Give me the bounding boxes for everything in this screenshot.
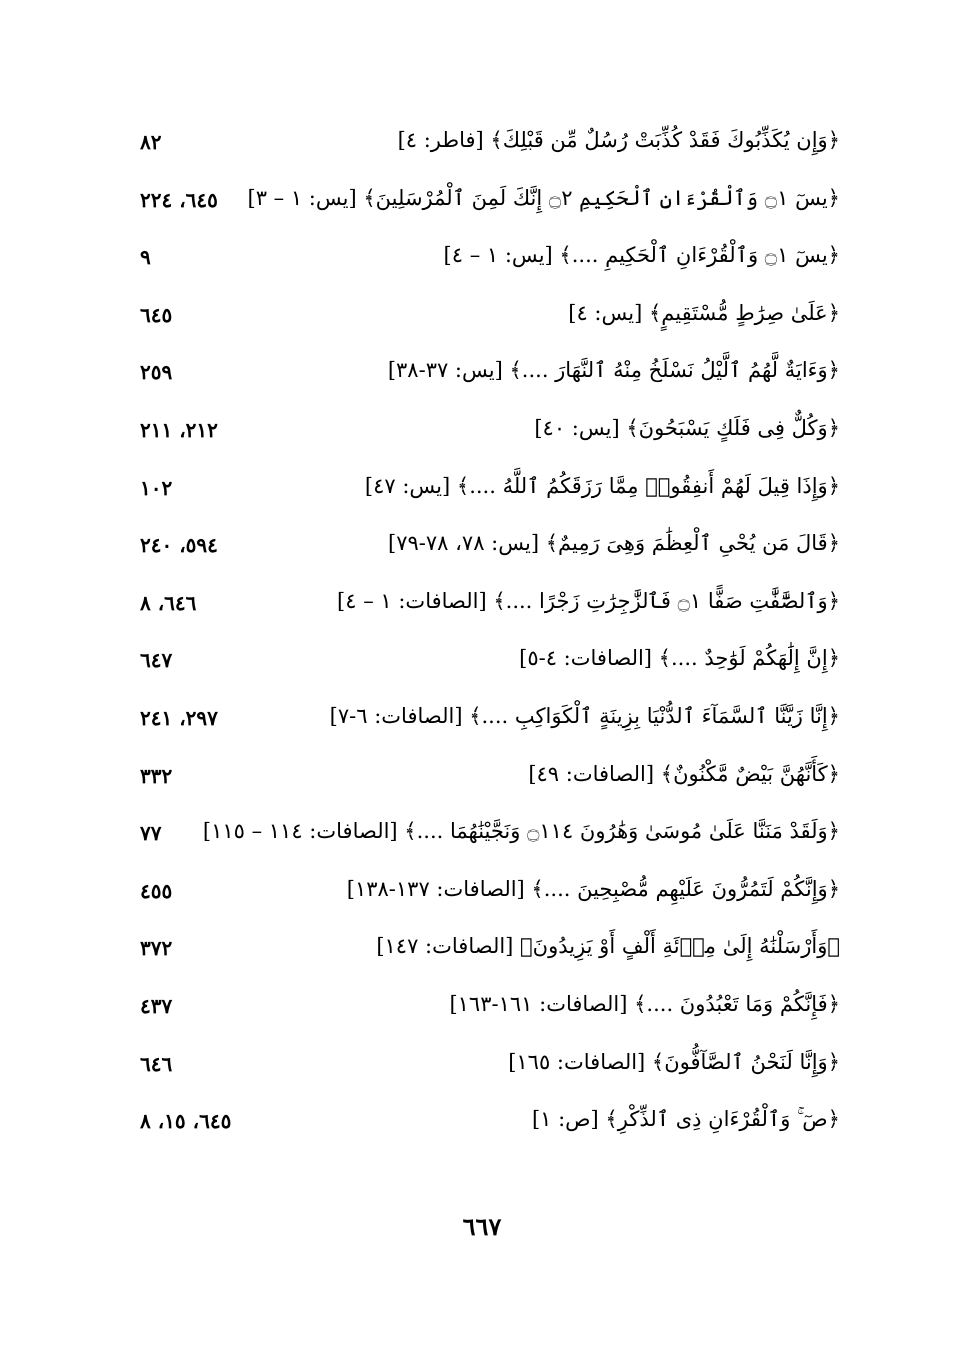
index-entry bbox=[140, 1097, 840, 1155]
page-references: ٥٩٤، ٢٤٠ bbox=[140, 533, 218, 558]
index-entry bbox=[140, 118, 840, 176]
verse-text: ﴿كَأَنَّهُنَّ بَيْضٌ مَّكْنُونٌ﴾ [الصافات: ٤٩] bbox=[528, 761, 840, 786]
verse-text: ﴿وَإِذَا قِيلَ لَهُمْ أَنفِقُوا۟ مِمَّا رَزَقَكُمُ ٱللَّهُ ....﴾ [يس: ٤٧] bbox=[364, 473, 840, 498]
verse-text: ﴿يسٓ ۝١ وَٱلْقُرْءَانِ ٱلْحَكِيمِ ....﴾ [يس: ١ – ٤] bbox=[443, 243, 840, 268]
page-references: ٤٥٥ bbox=[140, 878, 173, 903]
index-entry bbox=[140, 867, 840, 925]
index-entry bbox=[140, 176, 840, 234]
page-references: ٣٧٢ bbox=[140, 936, 173, 961]
page-references: ٩ bbox=[140, 245, 151, 270]
verse-text: ﴿وَإِنَّكُمْ لَتَمُرُّونَ عَلَيْهِم مُّصْبِحِينَ ....﴾ [الصافات: ١٣٧-١٣٨] bbox=[346, 876, 840, 901]
page-references: ٣٣٢ bbox=[140, 763, 173, 788]
page-references: ٢٩٧، ٢٤١ bbox=[140, 705, 218, 730]
page-references: ٢٥٩ bbox=[140, 360, 173, 385]
page-references: ٦٤٦، ٨ bbox=[140, 590, 197, 615]
page-references: ١٠٢ bbox=[140, 475, 173, 500]
index-entry bbox=[140, 406, 840, 464]
verse-text: ﴿فَإِنَّكُمْ وَمَا تَعْبُدُونَ ....﴾ [الصافات: ١٦١-١٦٣] bbox=[449, 991, 840, 1016]
index-entry bbox=[140, 464, 840, 522]
page-references: ٦٤٥، ١٥، ٨ bbox=[140, 1109, 232, 1134]
verse-text: ﴿قَالَ مَن يُحْىِ ٱلْعِظَٰمَ وَهِىَ رَمِيمٌ﴾ [يس: ٧٨، ٧٨-٧٩] bbox=[388, 531, 840, 556]
verse-text: ﴿وَكُلٌّ فِى فَلَكٍ يَسْبَحُونَ﴾ [يس: ٤٠] bbox=[534, 415, 840, 440]
verse-text: ﴿صٓ ۚ وَٱلْقُرْءَانِ ذِى ٱلذِّكْرِ﴾ [ص: ١] bbox=[531, 1107, 840, 1132]
verse-index-list bbox=[140, 118, 840, 1155]
page-references: ٤٣٧ bbox=[140, 993, 173, 1018]
verse-text: ﴿وَإِنَّا لَنَحْنُ ٱلصَّآفُّونَ﴾ [الصافات: ١٦٥] bbox=[508, 1049, 840, 1074]
verse-text: ﴿إِنَّا زَيَّنَّا ٱلسَّمَآءَ ٱلدُّنْيَا بِزِينَةٍ ٱلْكَوَاكِبِ ....﴾ [الصافات: ٦-٧] bbox=[329, 703, 840, 728]
index-entry bbox=[140, 809, 840, 867]
index-entry bbox=[140, 579, 840, 637]
page-references: ٧٧ bbox=[140, 821, 162, 846]
page-references: ٦٤٥، ٢٢٤ bbox=[140, 187, 218, 212]
index-entry bbox=[140, 924, 840, 982]
index-entry bbox=[140, 233, 840, 291]
verse-text: ﴿عَلَىٰ صِرَٰطٍ مُّسْتَقِيمٍ﴾ [يس: ٤] bbox=[568, 300, 840, 325]
page-references: ٦٤٦ bbox=[140, 1051, 173, 1076]
index-entry bbox=[140, 1040, 840, 1098]
index-entry bbox=[140, 694, 840, 752]
verse-text: ﴿وَءَايَةٌ لَّهُمُ ٱلَّيْلُ نَسْلَخُ مِنْهُ ٱلنَّهَارَ ....﴾ [يس: ٣٧-٣٨] bbox=[387, 358, 840, 383]
page-references: ٢١٢، ٢١١ bbox=[140, 417, 218, 442]
verse-text: ﴿وَٱلصَّٰٓفَّٰتِ صَفًّا ۝١ فَٱلزَّٰجِرَٰتِ زَجْرًا ....﴾ [الصافات: ١ – ٤] bbox=[337, 588, 840, 613]
index-entry bbox=[140, 752, 840, 810]
index-entry bbox=[140, 291, 840, 349]
verse-text: ﴿وَإِن يُكَذِّبُوكَ فَقَدْ كُذِّبَتْ رُسُلٌ مِّن قَبْلِكَ﴾ [فاطر: ٤] bbox=[397, 128, 840, 152]
index-entry bbox=[140, 521, 840, 579]
index-entry bbox=[140, 636, 840, 694]
page-references: ٨٢ bbox=[140, 130, 162, 154]
verse-text: ﴿وَأَرْسَلْنَٰهُ إِلَىٰ مِا۟ئَةِ أَلْفٍ أَوْ يَزِيدُونَ﴾ [الصافات: ١٤٧] bbox=[376, 934, 840, 959]
page-references: ٦٤٧ bbox=[140, 648, 173, 673]
index-entry bbox=[140, 348, 840, 406]
verse-text: ﴿وَلَقَدْ مَنَنَّا عَلَىٰ مُوسَىٰ وَهَٰرُونَ ۝١١٤ وَنَجَّيْنَٰهُمَا ....﴾ [الصافات: ١١٤ – ١١٥] bbox=[202, 819, 840, 844]
verse-text: ﴿إِنَّ إِلَٰهَكُمْ لَوَٰحِدٌ ....﴾ [الصافات: ٤-٥] bbox=[519, 646, 840, 671]
index-entry bbox=[140, 982, 840, 1040]
verse-text: ﴿يسٓ ۝١ وَٱلْقُرْءَانِ ٱلْحَكِيمِ ۝٢ إِنَّكَ لَمِنَ ٱلْمُرْسَلِينَ﴾ [يس: ١ – ٣] bbox=[247, 185, 840, 210]
page-number: ٦٦٧ bbox=[462, 1212, 502, 1241]
page-references: ٦٤٥ bbox=[140, 302, 173, 327]
